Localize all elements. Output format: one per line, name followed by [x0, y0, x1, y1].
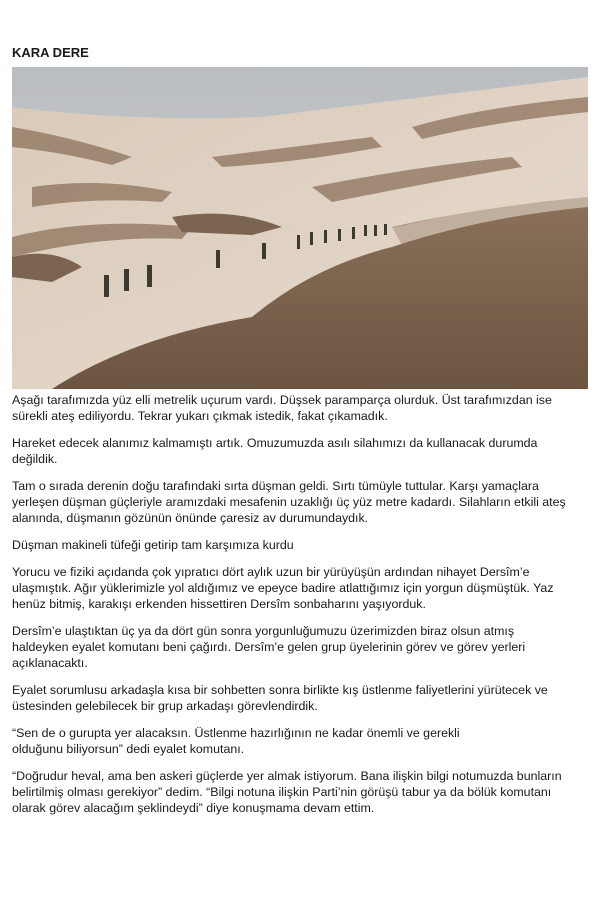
article-photo — [12, 67, 588, 389]
paragraph: Düşman makineli tüfeği getirip tam karşımıza kurdu — [12, 538, 294, 552]
paragraph: “Sen de o gurupta yer alacaksın. Üstlenme hazırlığının ne kadar önemli ve gerekli olduğunu biliyorsun” dedi eyalet komutanı. — [12, 726, 460, 756]
paragraph: Dersîm’e ulaştıktan üç ya da dört gün sonra yorgunluğumuzu üzerimizden biraz olsun atmış haldeyken eyalet komutanı beni çağırdı. Dersîm’e gelen grup üyelerinin görev ve görev yerleri açıklanacaktı. — [12, 624, 526, 670]
paragraph: Eyalet sorumlusu arkadaşla kısa bir sohbetten sonra birlikte kış üstlenme faliyetlerini yürütecek ve üstesinden gelebilecek bir grup arkadaşı görevlendirdik. — [12, 683, 548, 713]
paragraph: Hareket edecek alanımız kalmamıştı artık. Omuzumuzda asılı silahımızı da kullanacak durumda değildik. — [12, 436, 538, 466]
article-title: KARA DERE — [12, 45, 89, 60]
paragraph: “Doğrudur heval, ama ben askeri güçlerde yer almak istiyorum. Bana ilişkin bilgi notumuzda bunların belirtilmiş olması gerekiyor” dedim. “Bilgi notuna ilişkin Parti’nin görüşü tabur ya da bölük komutanı olarak görev alacağım şeklindeydi” diye konuşmama devam ettim. — [12, 769, 562, 815]
paragraph: Tam o sırada derenin doğu tarafındaki sırta düşman geldi. Sırtı tümüyle tuttular. Karşı yamaçlara yerleşen düşman güçleriyle aramızdaki mesafenin uzaklığı üç yüz metre kadardı. Silahların etkili ateş alanında, düşmanın gözünün önünde çaresiz av durumundaydık. — [12, 479, 566, 525]
paragraph: Yorucu ve fiziki açıdanda çok yıpratıcı dört aylık uzun bir yürüyüşün ardından nihayet Dersîm’e ulaşmıştık. Ağır yüklerimizle yol aldığımız ve epeyce badire atlattığımız için yorgun düşmüştük. Yaz henüz bitmiş, karakışı erkenden hissettiren Dersîm sonbaharını yaşıyorduk. — [12, 565, 554, 611]
paragraph: Aşağı tarafımızda yüz elli metrelik uçurum vardı. Düşsek paramparça olurduk. Üst tarafımızdan ise sürekli ateş ediliyordu. Tekrar yukarı çıkmak istedik, fakat çıkamadık. — [12, 393, 552, 423]
article-body — [12, 392, 592, 827]
